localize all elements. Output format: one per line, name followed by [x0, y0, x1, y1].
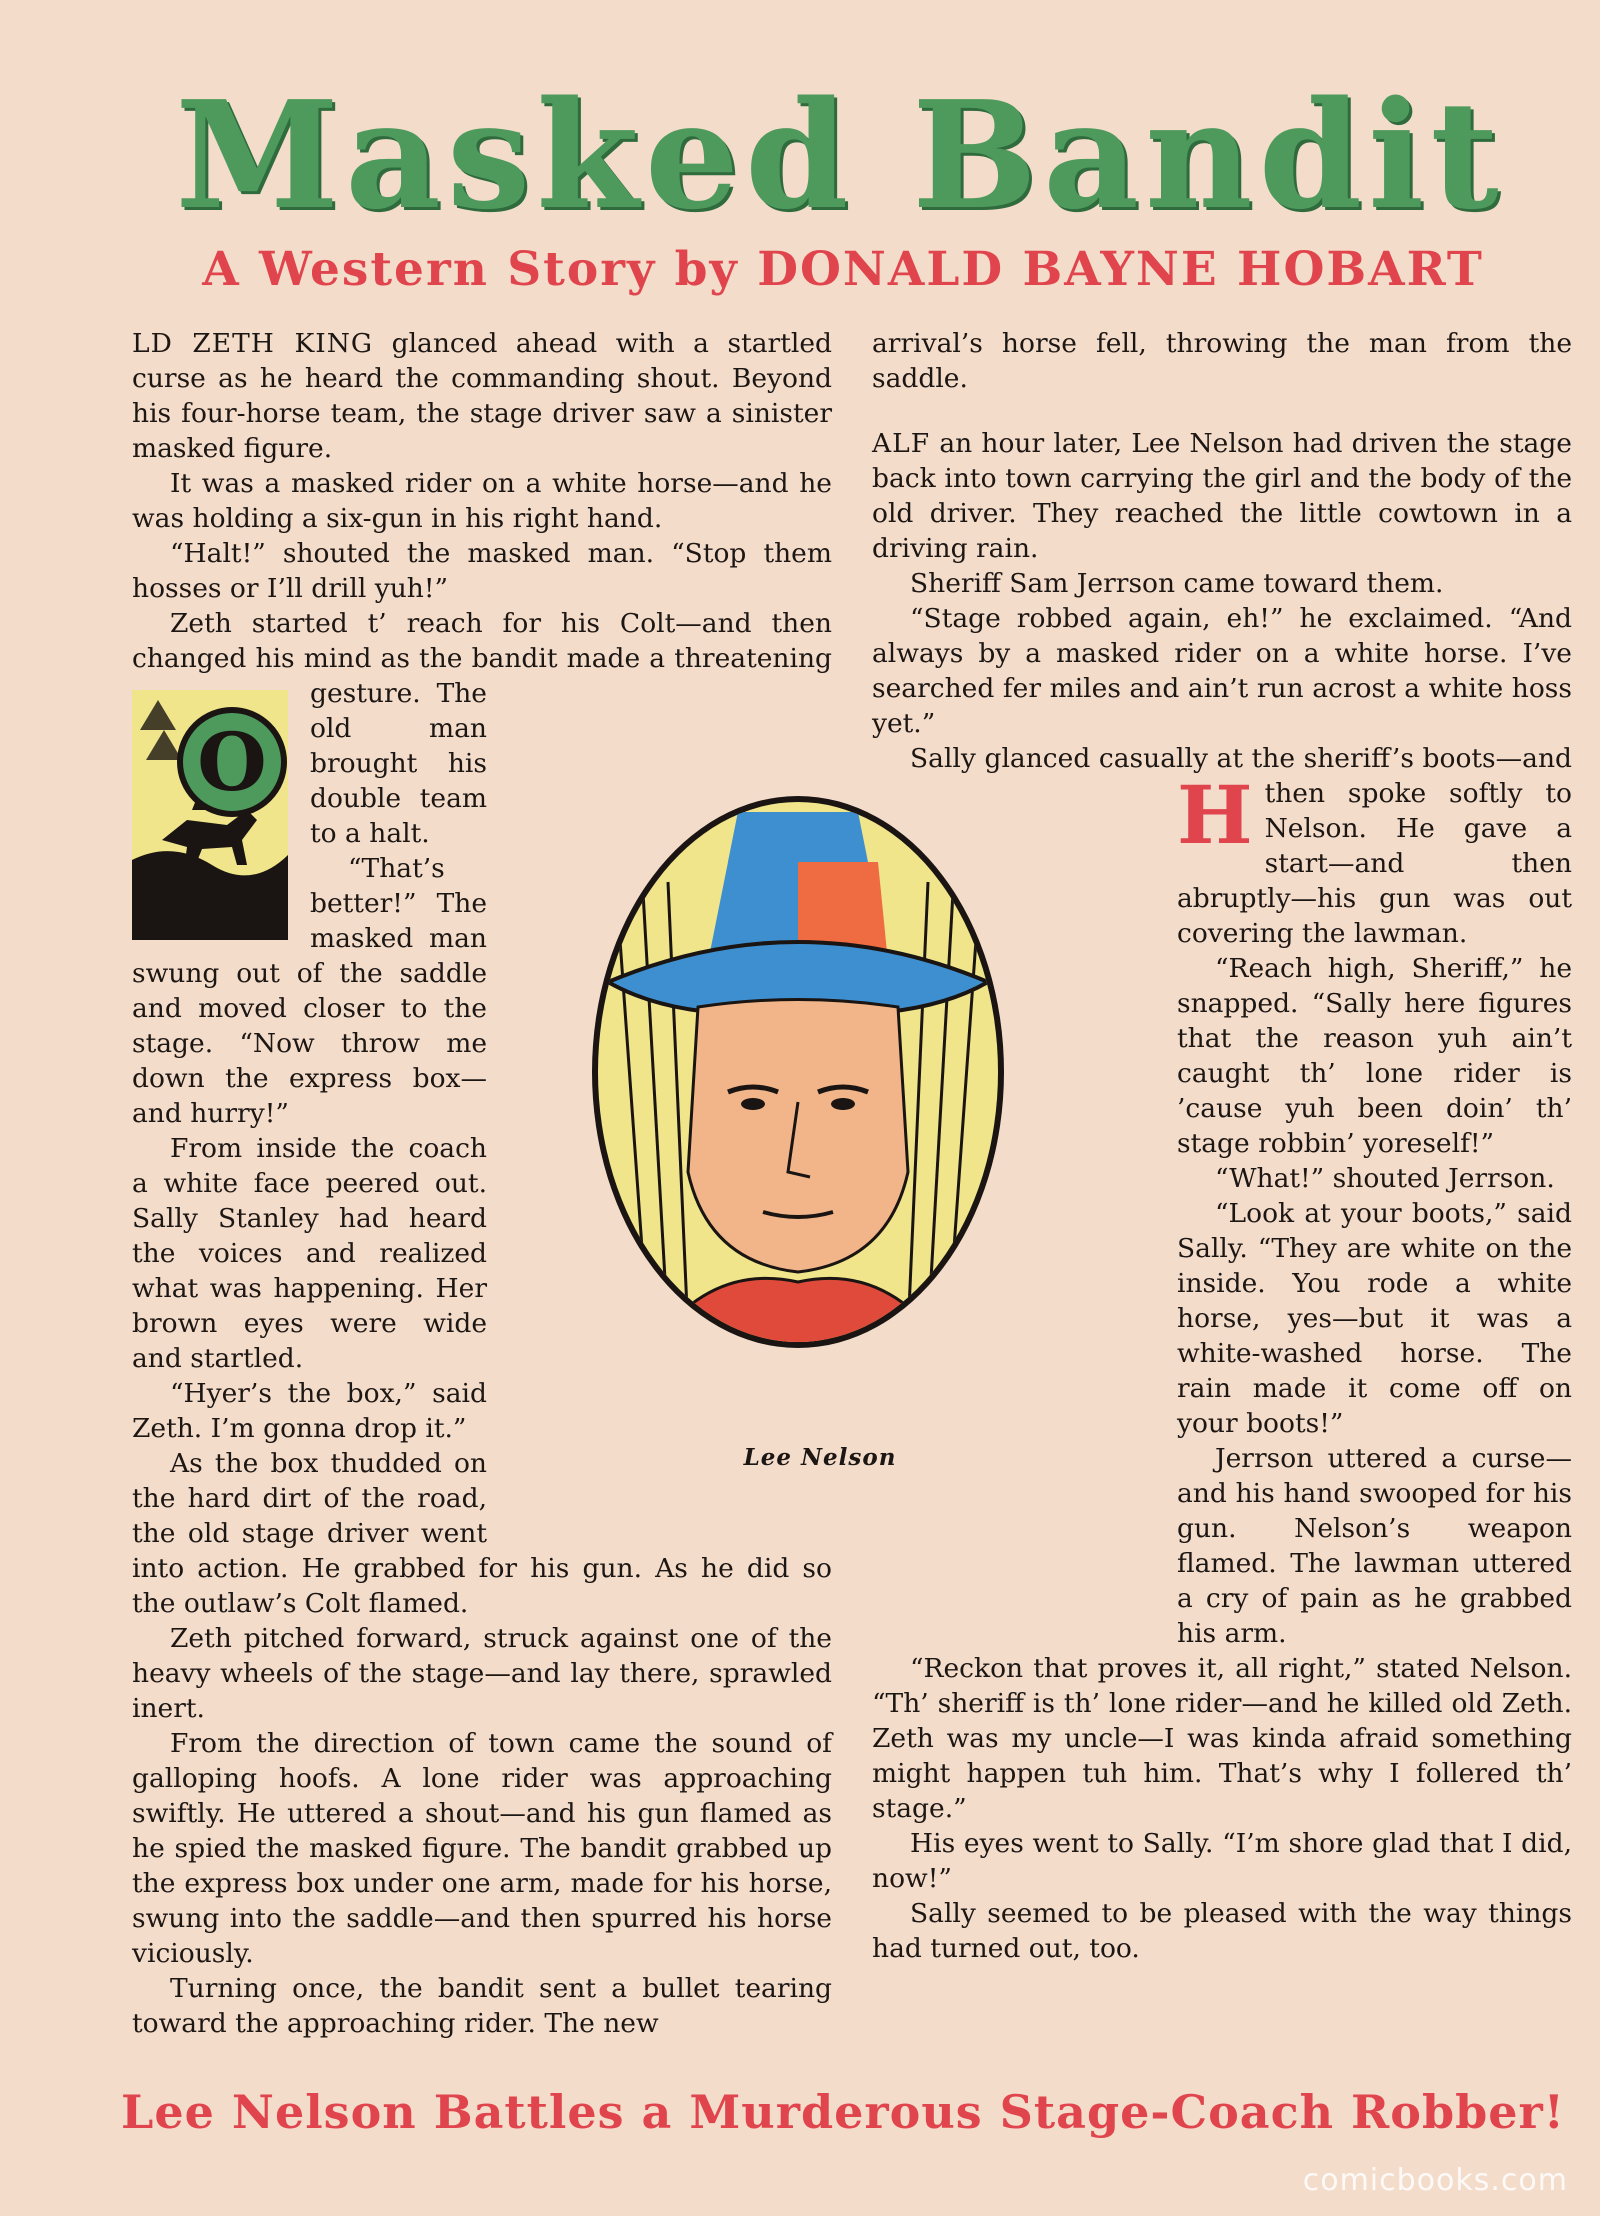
paragraph-text: an hour later, Lee Nelson had driven the stage back into town carrying the girl and the body of the old driver. They reached the little cowtown in a driving rain. [872, 428, 1572, 564]
paragraph: Zeth started t’ reach for his Colt—and then changed his mind as the bandit made a threatening gesture. The old man brought his double team to a halt. [132, 608, 832, 849]
paragraph: From the direction of town came the sound of galloping hoofs. A lone rider was approaching swiftly. He uttered a shout—and his gun flamed as he spied the masked figure. The bandit grabbed up the express box under one arm, made for his horse, swung into the saddle—and then spurred his horse viciously. [132, 1728, 832, 1969]
footer-tagline: Lee Nelson Battles a Murderous Stage-Coach Robber! [121, 2085, 1565, 2139]
paragraph-text: glanced ahead with a startled curse as he heard the commanding shout. Beyond his four-horse team, the stage driver saw a sinister masked figure. [132, 328, 832, 464]
lead-in: LD ZETH KING [132, 328, 374, 359]
paragraph: From inside the coach a white face peered out. Sally Stanley had heard the voices and realized what was happening. Her brown eyes were wide and startled. [132, 1133, 487, 1374]
drop-cap-illustration [132, 690, 288, 940]
paragraph: His eyes went to Sally. “I’m shore glad that I did, now!” [872, 1828, 1572, 1894]
drop-cap-h: H [1177, 768, 1253, 862]
paragraph: Sally seemed to be pleased with the way things had turned out, too. [872, 1898, 1572, 1964]
paragraph: Zeth pitched forward, struck against one of the heavy wheels of the stage—and lay there, sprawled inert. [132, 1623, 832, 1724]
paragraph: “What!” shouted Jerrson. [1215, 1163, 1555, 1194]
paragraph: Sally glanced casually at the sheriff’s boots—and then spoke softly to Nelson. He gave a start—and then abruptly—his gun was out covering the lawman. [910, 743, 1572, 949]
paragraph: “That’s better!” The masked man swung out of the saddle and moved closer to the stage. “Now throw me down the express box—and hurry!” [132, 853, 487, 1129]
paragraph: It was a masked rider on a white horse—and he was holding a six-gun in his right hand. [132, 468, 832, 534]
story-byline: A Western Story by DONALD BAYNE HOBART [202, 242, 1484, 297]
site-watermark: comicbooks.com [1302, 2163, 1568, 2198]
paragraph: Sheriff Sam Jerrson came toward them. [910, 568, 1444, 599]
paragraph: “Look at your boots,” said Sally. “They are white on the inside. You rode a white horse, yes—but it was a white-washed horse. The rain made it come off on your boots!” [1177, 1198, 1572, 1439]
paragraph [132, 326, 832, 466]
portrait-caption: Lee Nelson [743, 1444, 897, 1471]
paragraph: “Stage robbed again, eh!” he exclaimed. “And always by a masked rider on a white horse. I’ve searched fer miles and ain’t run acrost a white hoss yet.” [872, 603, 1572, 739]
paragraph: “Halt!” shouted the masked man. “Stop them hosses or I’ll drill yuh!” [132, 538, 832, 604]
paragraph: Jerrson uttered a curse—and his hand swooped for his gun. Nelson’s weapon flamed. The lawman uttered a cry of pain as he grabbed his arm. [1177, 1443, 1572, 1649]
paragraph: Turning once, the bandit sent a bullet tearing toward the approaching rider. The new [132, 1973, 832, 2039]
lead-in: ALF [872, 428, 931, 459]
lee-nelson-portrait [588, 792, 1008, 1352]
masked-rider-vignette [132, 690, 288, 940]
paragraph: “Hyer’s the box,” said Zeth. I’m gonna drop it.” [132, 1378, 487, 1444]
paragraph: arrival’s horse fell, throwing the man from the saddle. [872, 328, 1572, 394]
drop-cap-letter: O [197, 715, 267, 809]
paragraph: As the box thudded on the hard dirt of the road, the old stage driver went into action. He grabbed for his gun. As he did so the outlaw’s Colt flamed. [132, 1448, 832, 1619]
paragraph: “Reach high, Sheriff,” he snapped. “Sally here figures that the reason yuh ain’t caught th’ lone rider is ’cause yuh been doin’ th’ stage robbin’ yoreself!” [1177, 953, 1572, 1159]
paragraph: “Reckon that proves it, all right,” stated Nelson. “Th’ sheriff is th’ lone rider—and he killed old Zeth. Zeth was my uncle—I was kinda afraid something might happen tuh him. That’s why I follered th’ stage.” [872, 1653, 1572, 1824]
story-title: Masked Bandit [175, 68, 1505, 242]
